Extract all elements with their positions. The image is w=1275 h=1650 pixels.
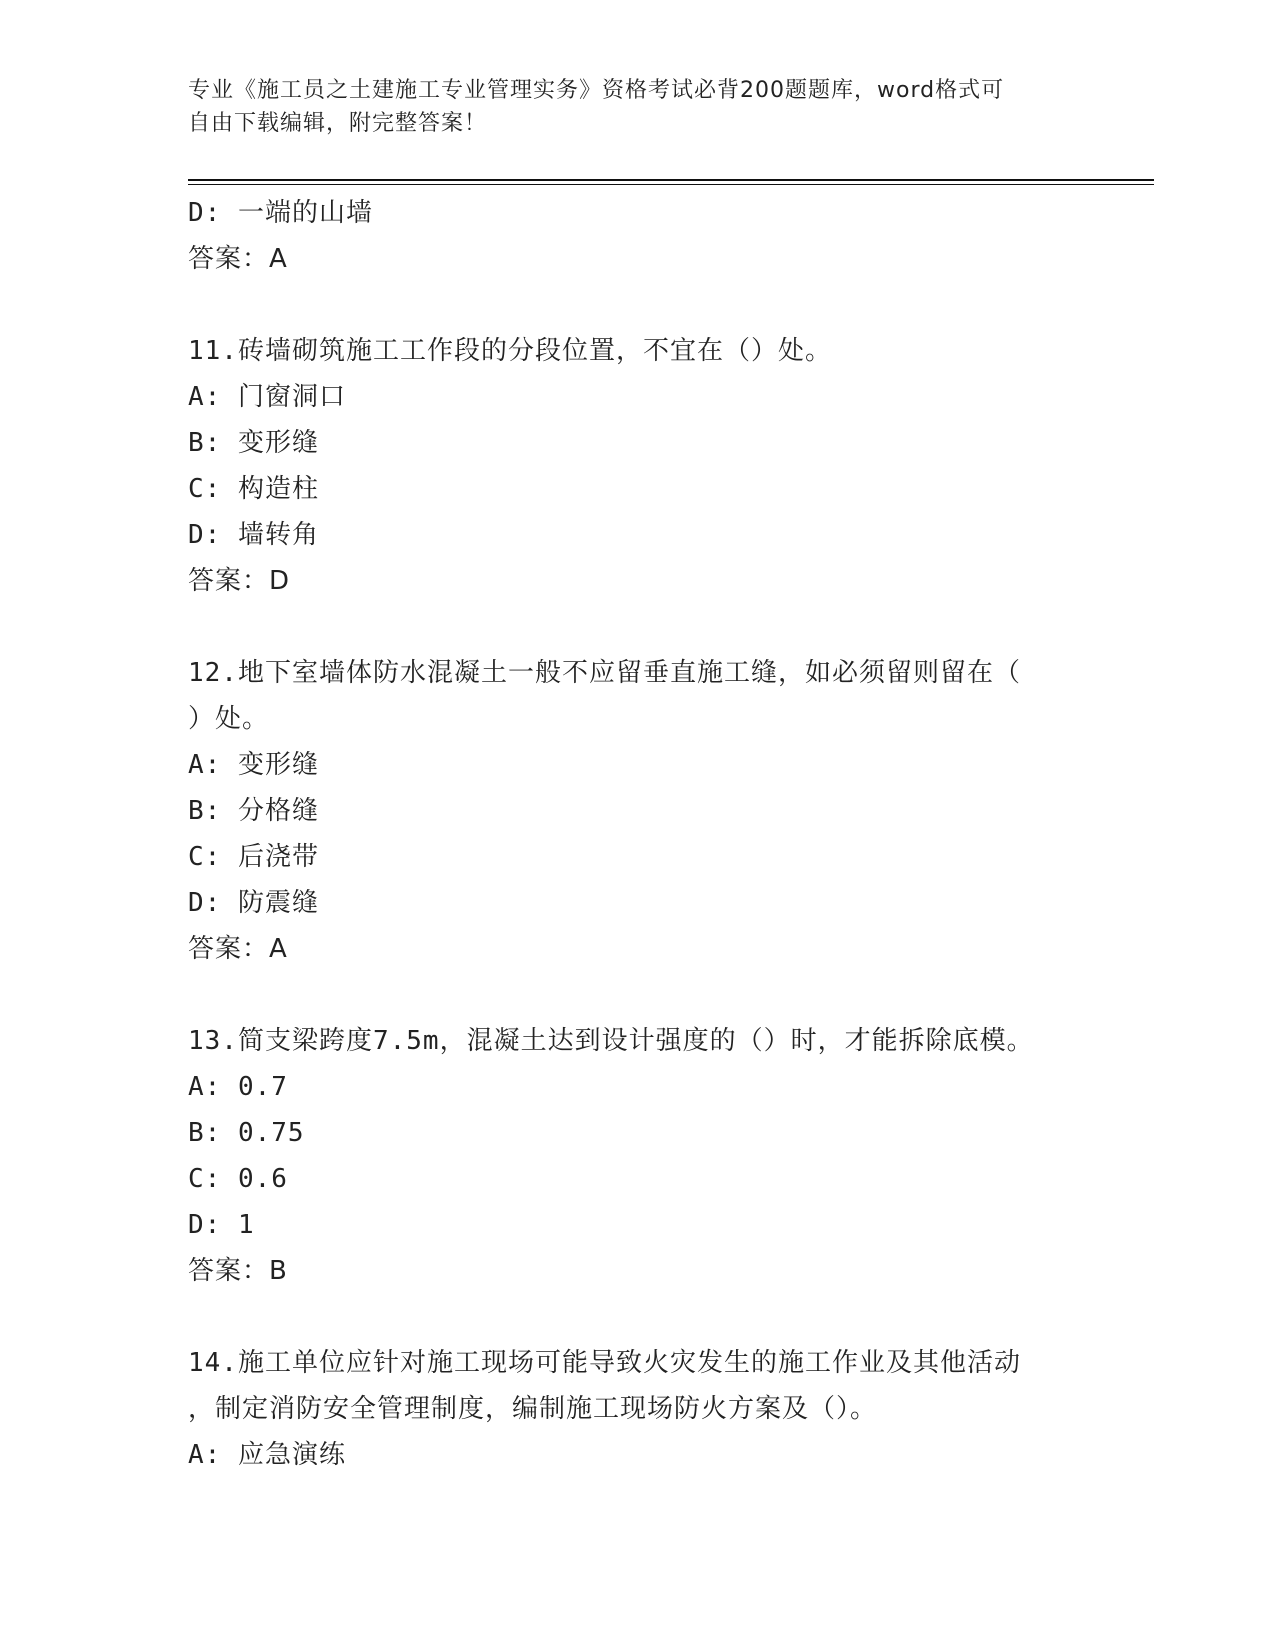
question-list: [188, 190, 1088, 1478]
spacer: [188, 282, 1088, 328]
question-stem: 14.施工单位应针对施工现场可能导致火灾发生的施工作业及其他活动: [188, 1348, 1021, 1378]
answer-text: 答案：D: [188, 566, 291, 596]
question-11: [188, 328, 1088, 604]
option-a: A: 应急演练: [188, 1440, 346, 1470]
document-header: [188, 74, 1068, 140]
option-a: A: 门窗洞口: [188, 382, 346, 412]
option-b: B: 变形缝: [188, 428, 319, 458]
spacer: [188, 972, 1088, 1018]
answer-text: 答案：A: [188, 244, 288, 274]
question-stem-continued: ，制定消防安全管理制度，编制施工现场防火方案及（）。: [188, 1394, 878, 1424]
question-13: [188, 1018, 1088, 1294]
option-a: A: 0.7: [188, 1072, 288, 1102]
answer-text: 答案：A: [188, 934, 288, 964]
header-line-2: 自由下载编辑，附完整答案！: [188, 111, 488, 136]
answer-text: 答案：B: [188, 1256, 288, 1286]
option-d: D: 一端的山墙: [188, 198, 373, 228]
header-divider-thick: [188, 179, 1154, 181]
question-stem-continued: ）处。: [188, 704, 270, 734]
question-stem: 12.地下室墙体防水混凝土一般不应留垂直施工缝，如必须留则留在（: [188, 658, 1021, 688]
question-12: [188, 650, 1088, 972]
spacer: [188, 1294, 1088, 1340]
option-c: C: 构造柱: [188, 474, 319, 504]
header-divider-thin: [188, 184, 1154, 185]
option-c: C: 0.6: [188, 1164, 288, 1194]
previous-question-tail: [188, 190, 1088, 282]
question-14: [188, 1340, 1088, 1478]
option-d: D: 防震缝: [188, 888, 319, 918]
header-line-1: 专业《施工员之土建施工专业管理实务》资格考试必背200题题库，word格式可: [188, 78, 1005, 103]
option-d: D: 墙转角: [188, 520, 319, 550]
option-d: D: 1: [188, 1210, 255, 1240]
option-c: C: 后浇带: [188, 842, 319, 872]
question-stem: 13.简支梁跨度7.5m，混凝土达到设计强度的（）时，才能拆除底模。: [188, 1026, 1034, 1056]
option-a: A: 变形缝: [188, 750, 319, 780]
option-b: B: 分格缝: [188, 796, 319, 826]
option-b: B: 0.75: [188, 1118, 305, 1148]
question-stem: 11.砖墙砌筑施工工作段的分段位置，不宜在（）处。: [188, 336, 832, 366]
spacer: [188, 604, 1088, 650]
